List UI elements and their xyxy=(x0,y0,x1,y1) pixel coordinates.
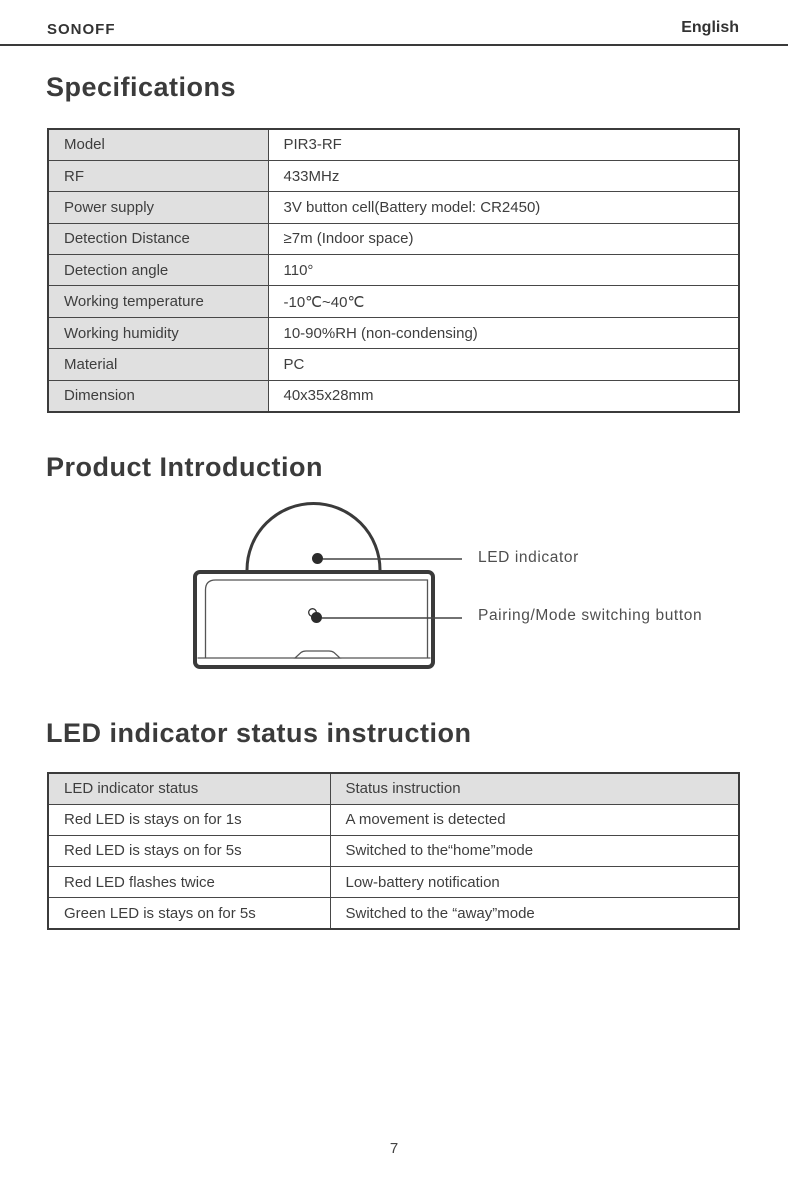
led-status-title: LED indicator status instruction xyxy=(46,718,472,748)
table-row xyxy=(48,804,739,835)
spec-key-cell: Detection angle xyxy=(48,255,268,286)
table-header-row xyxy=(48,773,739,804)
status-cell: Red LED is stays on for 1s xyxy=(48,804,330,835)
spec-value-cell: PIR3-RF xyxy=(268,129,739,160)
led-indicator-callout: LED indicator xyxy=(478,549,579,566)
table-row xyxy=(48,898,739,929)
spec-value-cell: 10-90%RH (non-condensing) xyxy=(268,317,739,348)
product-introduction-title: Product Introduction xyxy=(46,452,323,482)
spec-value-cell: ≥7m (Indoor space) xyxy=(268,223,739,254)
device-diagram xyxy=(0,490,788,685)
page-header xyxy=(0,0,788,46)
page-number: 7 xyxy=(389,1140,399,1157)
pairing-button-dot xyxy=(311,612,322,623)
spec-value-cell: 40x35x28mm xyxy=(268,380,739,411)
spec-key-cell: Working humidity xyxy=(48,317,268,348)
spec-value-cell: 3V button cell(Battery model: CR2450) xyxy=(268,192,739,223)
led-status-table xyxy=(47,772,740,930)
table-row xyxy=(48,867,739,898)
instruction-cell: Low-battery notification xyxy=(330,867,739,898)
spec-key-cell: Dimension xyxy=(48,380,268,411)
specifications-table xyxy=(47,128,740,413)
specifications-title: Specifications xyxy=(46,72,237,102)
table-row xyxy=(48,317,739,348)
table-row xyxy=(48,286,739,317)
spec-key-cell: Detection Distance xyxy=(48,223,268,254)
led-indicator-dot xyxy=(312,553,323,564)
device-notch xyxy=(295,651,340,658)
brand-logo: SONOFF xyxy=(47,21,116,38)
table-row xyxy=(48,129,739,160)
table-row xyxy=(48,192,739,223)
spec-value-cell: 433MHz xyxy=(268,160,739,191)
table-row xyxy=(48,349,739,380)
table-row xyxy=(48,255,739,286)
status-cell: Green LED is stays on for 5s xyxy=(48,898,330,929)
status-cell: Red LED flashes twice xyxy=(48,867,330,898)
spec-value-cell: -10℃~40℃ xyxy=(268,286,739,317)
table-row xyxy=(48,380,739,411)
table-row xyxy=(48,223,739,254)
status-cell: Red LED is stays on for 5s xyxy=(48,835,330,866)
status-header-cell: LED indicator status xyxy=(48,773,330,804)
spec-value-cell: 110° xyxy=(268,255,739,286)
spec-key-cell: Working temperature xyxy=(48,286,268,317)
pairing-button-callout: Pairing/Mode switching button xyxy=(478,607,703,624)
table-row xyxy=(48,835,739,866)
spec-value-cell: PC xyxy=(268,349,739,380)
instruction-cell: Switched to the “away”mode xyxy=(330,898,739,929)
status-header-cell: Status instruction xyxy=(330,773,739,804)
spec-key-cell: RF xyxy=(48,160,268,191)
table-row xyxy=(48,160,739,191)
spec-key-cell: Model xyxy=(48,129,268,160)
language-label: English xyxy=(681,19,739,36)
spec-key-cell: Power supply xyxy=(48,192,268,223)
instruction-cell: A movement is detected xyxy=(330,804,739,835)
instruction-cell: Switched to the“home”mode xyxy=(330,835,739,866)
spec-key-cell: Material xyxy=(48,349,268,380)
